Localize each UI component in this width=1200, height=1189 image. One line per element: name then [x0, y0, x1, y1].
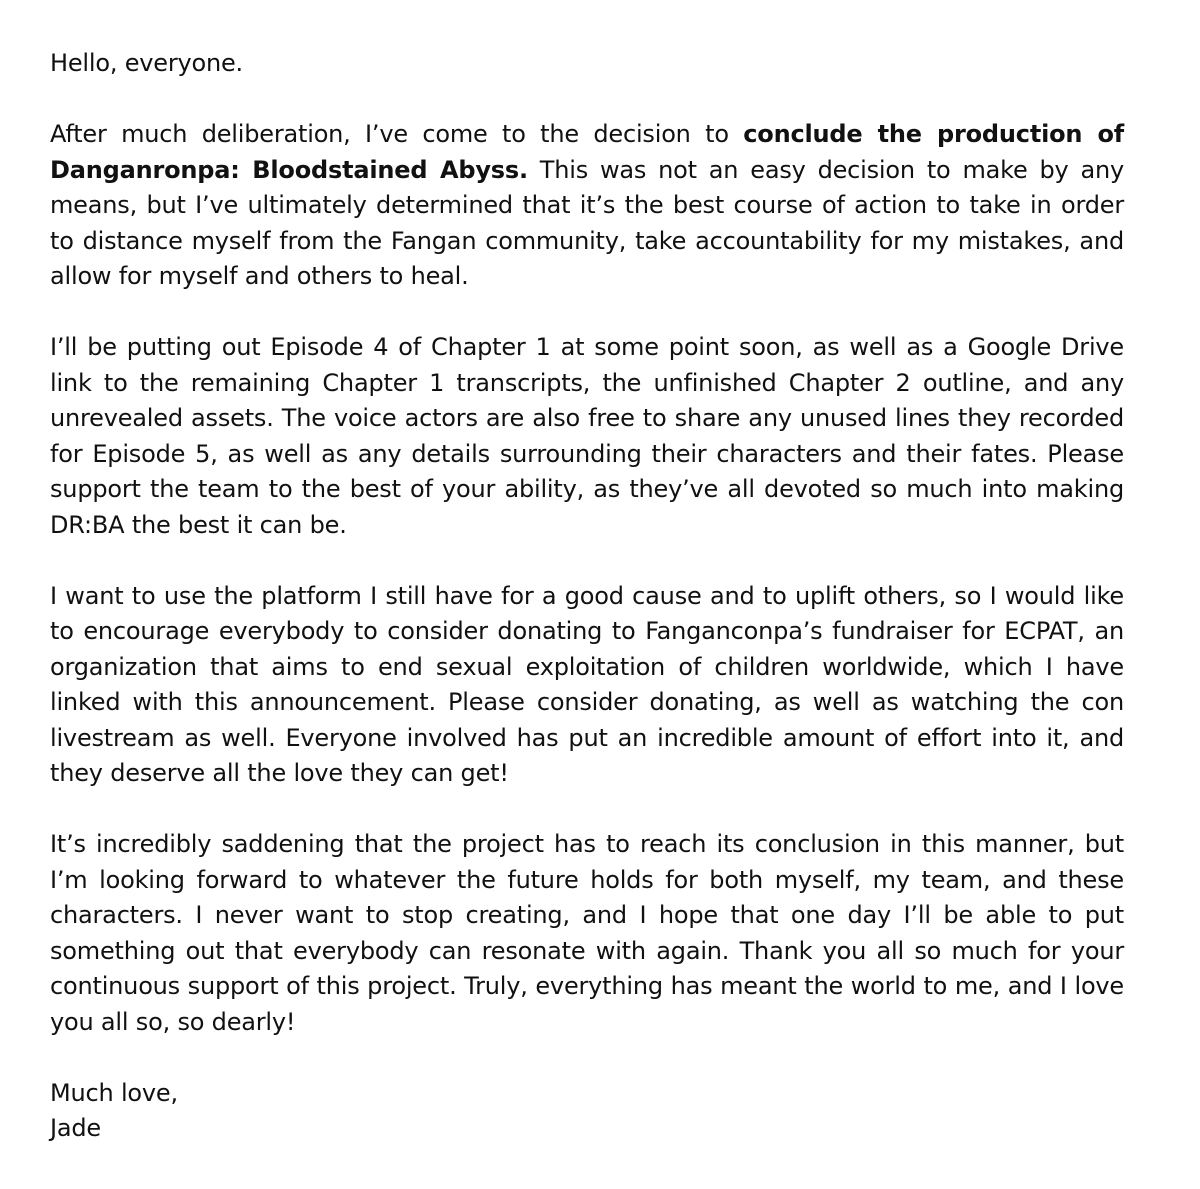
- announcement-letter: [50, 46, 1124, 1147]
- paragraph-release-plans: I’ll be putting out Episode 4 of Chapter 1 at some point soon, as well as a Google Drive link to the remaining Chapter 1 transcripts, the unfinished Chapter 2 outline, and any unrevealed assets. The voice actors are also free to share any unused lines they recorded for Episode 5, as well as any details surrounding their characters and their fates. Please support the team to the best of your ability, as they’ve all devoted so much into making DR:BA the best it can be.: [50, 333, 1124, 539]
- signoff: [50, 1076, 1124, 1147]
- greeting: Hello, everyone.: [50, 49, 243, 77]
- paragraph-fundraiser: I want to use the platform I still have for a good cause and to uplift others, so I would like to encourage everybody to consider donating to Fanganconpa’s fundraiser for ECPAT, an organization that aims to end sexual exploitation of children worldwide, which I have linked with this announcement. Please consider donating, as well as watching the con livestream as well. Everyone involved has put an incredible amount of effort into it, and they deserve all the love they can get!: [50, 581, 1124, 787]
- signature: Jade: [50, 1114, 101, 1142]
- paragraph-decision-bold: conclude the production of Danganronpa: Bloodstained Abyss.: [50, 120, 1124, 184]
- closing-line: Much love,: [50, 1078, 178, 1107]
- paragraph-thanks: It’s incredibly saddening that the project has to reach its conclusion in this manner, but I’m looking forward to whatever the future holds for both myself, my team, and these characters. I never want to stop creating, and I hope that one day I’ll be able to put something out that everybody can resonate with again. Thank you all so much for your continuous support of this project. Truly, everything has meant the world to me, and I love you all so, so dearly!: [50, 830, 1124, 1036]
- paragraph-decision-rest: This was not an easy decision to make by any means, but I’ve ultimately determined that it’s the best course of action to take in order to distance myself from the Fangan community, take accountability for my mistakes, and allow for myself and others to heal.: [50, 155, 1124, 290]
- paragraph-decision: [50, 117, 1124, 295]
- paragraph-decision-lead: After much deliberation, I’ve come to the decision to: [50, 120, 744, 148]
